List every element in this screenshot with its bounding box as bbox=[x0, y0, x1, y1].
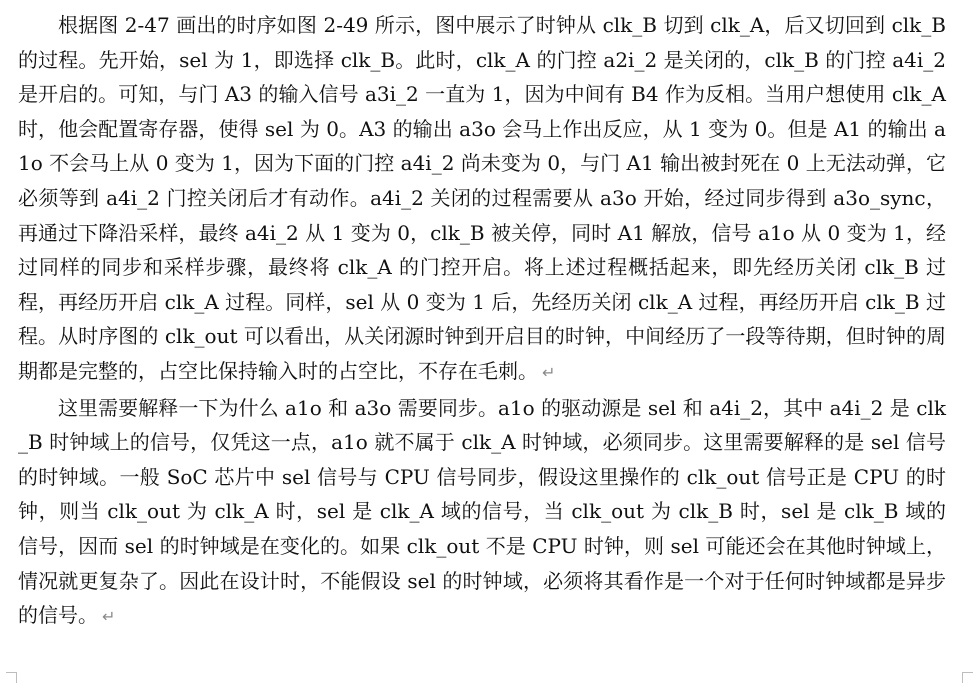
paragraph-1-text: 根据图 2-47 画出的时序如图 2-49 所示，图中展示了时钟从 clk_B 切到 clk_A，后又切回到 clk_B 的过程。先开始，sel 为 1，即选择 clk_B。此时，clk_A 的门控 a2i_2 是关闭的，clk_B 的门控 a4i_2 是开启的。可知，与门 A3 的输入信号 a3i_2 一直为 1，因为中间有 B4 作为反相。当用户想使用 clk_A 时，他会配置寄存器，使得 sel 为 0。A3 的输出 a3o 会马上作出反应，从 1 变为 0。但是 A1 的输出 a1o 不会马上从 0 变为 1，因为下面的门控 a4i_2 尚未变为 0，与门 A1 输出被封死在 0 上无法动弹，它必须等到 a4i_2 门控关闭后才有动作。a4i_2 关闭的过程需要从 a3o 开始，经过同步得到 a3o_sync，再通过下降沿采样，最终 a4i_2 从 1 变为 0，clk_B 被关停，同时 A1 解放，信号 a1o 从 0 变为 1，经过同样的同步和采样步骤，最终将 clk_A 的门控开启。将上述过程概括起来，即先经历关闭 clk_B 过程，再经历开启 clk_A 过程。同样，sel 从 0 变为 1 后，先经历关闭 clk_A 过程，再经历开启 clk_B 过程。从时序图的 clk_out 可以看出，从关闭源时钟到开启目的时钟，中间经历了一段等待期，但时钟的周期都是完整的，占空比保持输入时的占空比，不存在毛刺。 bbox=[18, 13, 946, 383]
document-body bbox=[18, 8, 946, 635]
paragraph-1 bbox=[18, 8, 946, 391]
paragraph-mark-icon: ↵ bbox=[102, 607, 116, 627]
margin-corner-marker-right bbox=[962, 672, 973, 683]
paragraph-2 bbox=[18, 391, 946, 635]
paragraph-2-text: 这里需要解释一下为什么 a1o 和 a3o 需要同步。a1o 的驱动源是 sel 和 a4i_2，其中 a4i_2 是 clk_B 时钟域上的信号，仅凭这一点，a1o 就不属于 clk_A 时钟域，必须同步。这里需要解释的是 sel 信号的时钟域。一般 SoC 芯片中 sel 信号与 CPU 信号同步，假设这里操作的 clk_out 信号正是 CPU 的时钟，则当 clk_out 为 clk_A 时，sel 是 clk_A 域的信号，当 clk_out 为 clk_B 时，sel 是 clk_B 域的信号，因而 sel 的时钟域是在变化的。如果 clk_out 不是 CPU 时钟，则 sel 可能还会在其他时钟域上，情况就更复杂了。因此在设计时，不能假设 sel 的时钟域，必须将其看作是一个对于任何时钟域都是异步的信号。 bbox=[18, 395, 946, 628]
paragraph-mark-icon: ↵ bbox=[542, 362, 556, 382]
margin-corner-marker-left bbox=[6, 672, 17, 683]
